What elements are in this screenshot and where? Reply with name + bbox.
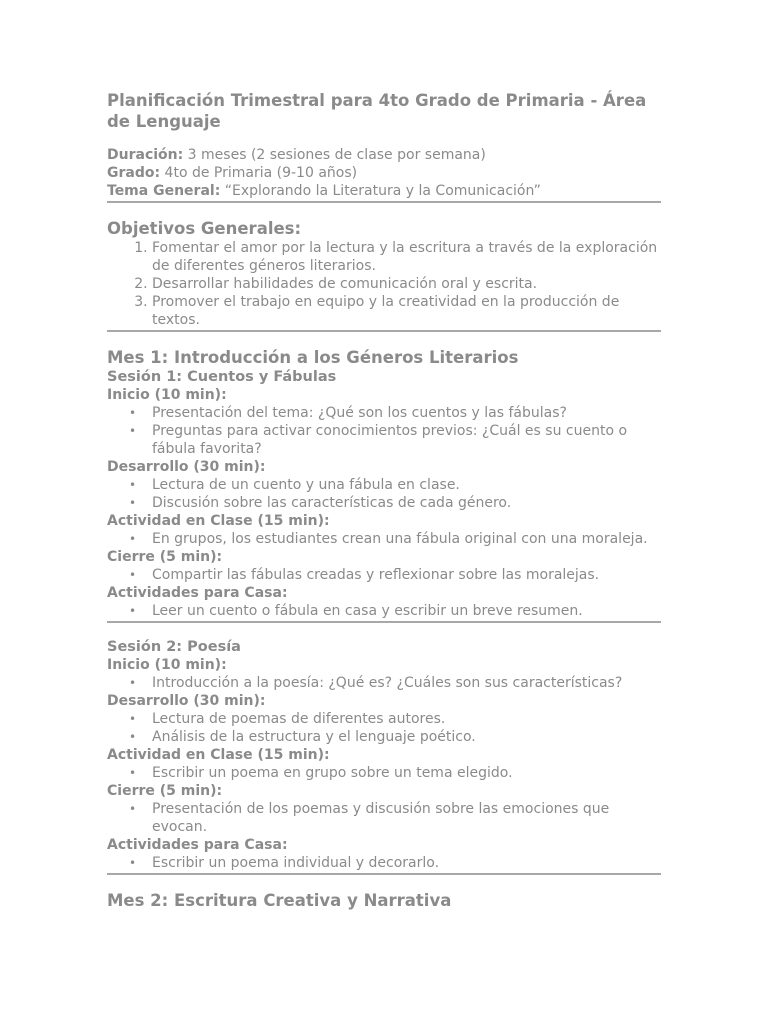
objetivos-heading: Objetivos Generales: (107, 219, 302, 238)
sesion1-inicio-heading: Inicio (10 min): (107, 387, 227, 403)
document-page (107, 90, 661, 911)
grado-label: Grado: (107, 165, 161, 181)
sesion2-inicio-list (107, 674, 661, 692)
sesion1-inicio-list (107, 404, 661, 458)
mes1-heading: Mes 1: Introducción a los Géneros Literarios (107, 348, 519, 367)
sesion1-desarrollo-heading: Desarrollo (30 min): (107, 459, 266, 475)
sesion2-section (107, 638, 661, 872)
list-item: • Análisis de la estructura y el lenguaje poético. (152, 728, 661, 746)
grado-line (107, 164, 661, 182)
list-item: • Presentación del tema: ¿Qué son los cuentos y las fábulas? (152, 404, 661, 422)
sesion2-actividad-list (107, 764, 661, 782)
duracion-label: Duración: (107, 147, 184, 163)
sesion1-cierre-heading: Cierre (5 min): (107, 549, 223, 565)
list-item: • Escribir un poema individual y decorarlo. (152, 854, 661, 872)
duracion-value: 3 meses (2 sesiones de clase por semana) (183, 147, 486, 163)
sesion1-desarrollo-list (107, 476, 661, 512)
objetivos-section (107, 219, 661, 329)
list-item: • Discusión sobre las características de cada género. (152, 494, 661, 512)
sesion2-cierre-heading: Cierre (5 min): (107, 783, 223, 799)
document-title: Planificación Trimestral para 4to Grado de Primaria - Área de Lenguaje (107, 91, 647, 131)
objetivo-item: 2. Desarrollar habilidades de comunicación oral y escrita. (152, 275, 661, 293)
divider (107, 873, 661, 875)
list-item: • En grupos, los estudiantes crean una fábula original con una moraleja. (152, 530, 661, 548)
tema-label: Tema General: (107, 183, 221, 199)
objetivo-item: 3. Promover el trabajo en equipo y la creatividad en la producción de textos. (152, 293, 661, 329)
sesion1-cierre-list (107, 566, 661, 584)
tema-value: “Explorando la Literatura y la Comunicación” (220, 183, 541, 199)
divider (107, 330, 661, 332)
list-item: • Presentación de los poemas y discusión sobre las emociones que evocan. (152, 800, 661, 836)
list-item: • Preguntas para activar conocimientos previos: ¿Cuál es su cuento o fábula favorita? (152, 422, 661, 458)
list-item: • Leer un cuento o fábula en casa y escribir un breve resumen. (152, 602, 661, 620)
grado-value: 4to de Primaria (9-10 años) (160, 165, 358, 181)
tema-line (107, 182, 661, 200)
list-item: • Introducción a la poesía: ¿Qué es? ¿Cuáles son sus características? (152, 674, 661, 692)
list-item: • Lectura de un cuento y una fábula en clase. (152, 476, 661, 494)
sesion2-desarrollo-heading: Desarrollo (30 min): (107, 693, 266, 709)
duracion-line (107, 146, 661, 164)
list-item: • Lectura de poemas de diferentes autores. (152, 710, 661, 728)
sesion1-casa-list (107, 602, 661, 620)
mes2-heading: Mes 2: Escritura Creativa y Narrativa (107, 891, 452, 910)
sesion2-heading: Sesión 2: Poesía (107, 639, 241, 655)
list-item: • Escribir un poema en grupo sobre un tema elegido. (152, 764, 661, 782)
meta-block (107, 146, 661, 200)
sesion1-casa-heading: Actividades para Casa: (107, 585, 288, 601)
divider (107, 621, 661, 623)
sesion2-desarrollo-list (107, 710, 661, 746)
objetivos-list (107, 239, 661, 329)
sesion2-inicio-heading: Inicio (10 min): (107, 657, 227, 673)
objetivo-item: 1. Fomentar el amor por la lectura y la escritura a través de la exploración de diferentes géneros literarios. (152, 239, 661, 275)
mes2-section (107, 891, 661, 911)
mes1-section (107, 348, 661, 620)
list-item: • Compartir las fábulas creadas y reflexionar sobre las moralejas. (152, 566, 661, 584)
sesion1-actividad-heading: Actividad en Clase (15 min): (107, 513, 330, 529)
sesion1-actividad-list (107, 530, 661, 548)
sesion2-actividad-heading: Actividad en Clase (15 min): (107, 747, 330, 763)
divider (107, 201, 661, 203)
sesion2-cierre-list (107, 800, 661, 836)
sesion2-casa-heading: Actividades para Casa: (107, 837, 288, 853)
sesion1-heading: Sesión 1: Cuentos y Fábulas (107, 369, 337, 385)
sesion2-casa-list (107, 854, 661, 872)
